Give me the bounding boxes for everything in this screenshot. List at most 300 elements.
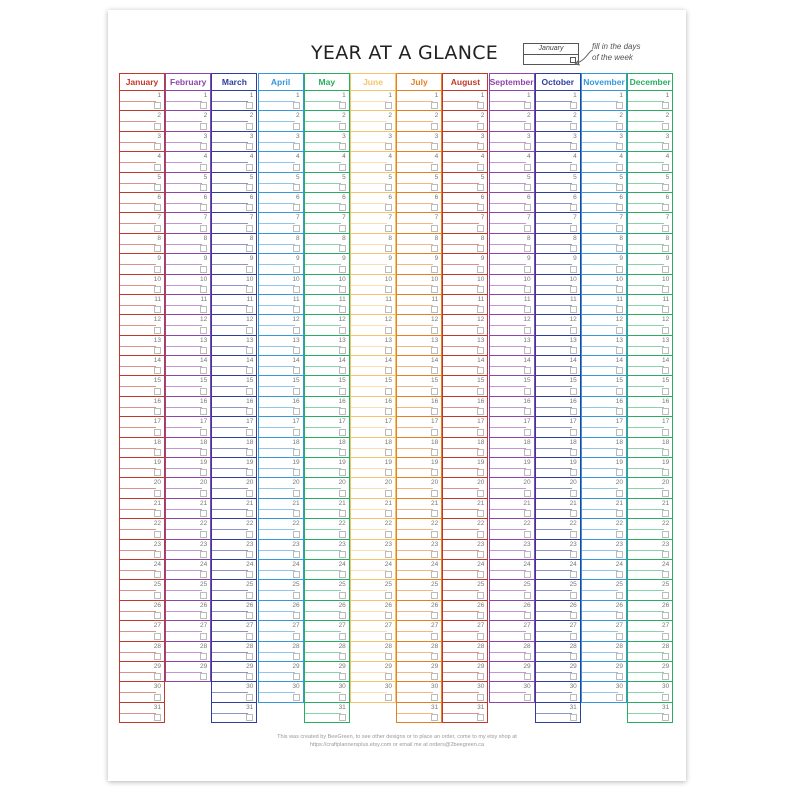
day-cell[interactable] bbox=[166, 131, 210, 151]
day-cell[interactable] bbox=[212, 702, 256, 722]
day-cell[interactable] bbox=[397, 600, 441, 620]
weekday-checkbox[interactable] bbox=[662, 633, 669, 640]
day-cell[interactable] bbox=[166, 355, 210, 375]
day-cell[interactable] bbox=[490, 192, 534, 212]
day-cell[interactable] bbox=[490, 355, 534, 375]
weekday-checkbox[interactable] bbox=[431, 633, 438, 640]
day-cell[interactable] bbox=[212, 131, 256, 151]
day-cell[interactable] bbox=[628, 314, 672, 334]
day-cell[interactable] bbox=[582, 314, 626, 334]
day-cell[interactable] bbox=[351, 233, 395, 253]
weekday-checkbox[interactable] bbox=[477, 306, 484, 313]
weekday-checkbox[interactable] bbox=[524, 449, 531, 456]
weekday-checkbox[interactable] bbox=[385, 266, 392, 273]
weekday-checkbox[interactable] bbox=[524, 143, 531, 150]
weekday-checkbox[interactable] bbox=[524, 612, 531, 619]
day-cell[interactable] bbox=[305, 90, 349, 110]
day-cell[interactable] bbox=[490, 335, 534, 355]
weekday-checkbox[interactable] bbox=[570, 327, 577, 334]
day-cell[interactable] bbox=[212, 253, 256, 273]
weekday-checkbox[interactable] bbox=[339, 449, 346, 456]
day-cell[interactable] bbox=[536, 477, 580, 497]
weekday-checkbox[interactable] bbox=[339, 694, 346, 701]
day-cell[interactable] bbox=[582, 559, 626, 579]
day-cell[interactable] bbox=[259, 396, 303, 416]
day-cell[interactable] bbox=[212, 90, 256, 110]
day-cell[interactable] bbox=[397, 416, 441, 436]
weekday-checkbox[interactable] bbox=[431, 490, 438, 497]
weekday-checkbox[interactable] bbox=[616, 592, 623, 599]
day-cell[interactable] bbox=[536, 559, 580, 579]
weekday-checkbox[interactable] bbox=[570, 449, 577, 456]
weekday-checkbox[interactable] bbox=[200, 388, 207, 395]
day-cell[interactable] bbox=[582, 375, 626, 395]
weekday-checkbox[interactable] bbox=[477, 510, 484, 517]
weekday-checkbox[interactable] bbox=[662, 571, 669, 578]
weekday-checkbox[interactable] bbox=[246, 673, 253, 680]
weekday-checkbox[interactable] bbox=[524, 469, 531, 476]
weekday-checkbox[interactable] bbox=[431, 347, 438, 354]
day-cell[interactable] bbox=[443, 314, 487, 334]
weekday-checkbox[interactable] bbox=[385, 469, 392, 476]
weekday-checkbox[interactable] bbox=[246, 164, 253, 171]
weekday-checkbox[interactable] bbox=[616, 612, 623, 619]
weekday-checkbox[interactable] bbox=[339, 143, 346, 150]
weekday-checkbox[interactable] bbox=[385, 164, 392, 171]
day-cell[interactable] bbox=[120, 131, 164, 151]
day-cell[interactable] bbox=[628, 172, 672, 192]
day-cell[interactable] bbox=[351, 294, 395, 314]
weekday-checkbox[interactable] bbox=[570, 429, 577, 436]
day-cell[interactable] bbox=[536, 212, 580, 232]
weekday-checkbox[interactable] bbox=[431, 327, 438, 334]
day-cell[interactable] bbox=[536, 192, 580, 212]
day-cell[interactable] bbox=[628, 539, 672, 559]
day-cell[interactable] bbox=[490, 90, 534, 110]
day-cell[interactable] bbox=[397, 661, 441, 681]
weekday-checkbox[interactable] bbox=[339, 123, 346, 130]
weekday-checkbox[interactable] bbox=[431, 306, 438, 313]
day-cell[interactable] bbox=[536, 498, 580, 518]
weekday-checkbox[interactable] bbox=[293, 490, 300, 497]
weekday-checkbox[interactable] bbox=[524, 123, 531, 130]
weekday-checkbox[interactable] bbox=[662, 204, 669, 211]
weekday-checkbox[interactable] bbox=[339, 612, 346, 619]
weekday-checkbox[interactable] bbox=[246, 469, 253, 476]
day-cell[interactable] bbox=[536, 355, 580, 375]
day-cell[interactable] bbox=[443, 375, 487, 395]
day-cell[interactable] bbox=[443, 151, 487, 171]
day-cell[interactable] bbox=[582, 600, 626, 620]
day-cell[interactable] bbox=[212, 192, 256, 212]
weekday-checkbox[interactable] bbox=[385, 429, 392, 436]
weekday-checkbox[interactable] bbox=[339, 551, 346, 558]
weekday-checkbox[interactable] bbox=[154, 490, 161, 497]
weekday-checkbox[interactable] bbox=[662, 367, 669, 374]
day-cell[interactable] bbox=[443, 172, 487, 192]
weekday-checkbox[interactable] bbox=[154, 510, 161, 517]
weekday-checkbox[interactable] bbox=[246, 633, 253, 640]
day-cell[interactable] bbox=[351, 416, 395, 436]
weekday-checkbox[interactable] bbox=[431, 388, 438, 395]
day-cell[interactable] bbox=[628, 212, 672, 232]
day-cell[interactable] bbox=[628, 396, 672, 416]
day-cell[interactable] bbox=[397, 518, 441, 538]
day-cell[interactable] bbox=[259, 681, 303, 701]
weekday-checkbox[interactable] bbox=[293, 143, 300, 150]
weekday-checkbox[interactable] bbox=[246, 510, 253, 517]
weekday-checkbox[interactable] bbox=[154, 694, 161, 701]
weekday-checkbox[interactable] bbox=[154, 286, 161, 293]
weekday-checkbox[interactable] bbox=[293, 306, 300, 313]
day-cell[interactable] bbox=[351, 212, 395, 232]
day-cell[interactable] bbox=[259, 641, 303, 661]
day-cell[interactable] bbox=[212, 355, 256, 375]
weekday-checkbox[interactable] bbox=[154, 531, 161, 538]
weekday-checkbox[interactable] bbox=[431, 551, 438, 558]
day-cell[interactable] bbox=[120, 355, 164, 375]
day-cell[interactable] bbox=[166, 539, 210, 559]
day-cell[interactable] bbox=[582, 172, 626, 192]
weekday-checkbox[interactable] bbox=[246, 653, 253, 660]
day-cell[interactable] bbox=[536, 620, 580, 640]
day-cell[interactable] bbox=[351, 498, 395, 518]
weekday-checkbox[interactable] bbox=[293, 612, 300, 619]
weekday-checkbox[interactable] bbox=[385, 551, 392, 558]
day-cell[interactable] bbox=[443, 457, 487, 477]
weekday-checkbox[interactable] bbox=[616, 490, 623, 497]
weekday-checkbox[interactable] bbox=[662, 592, 669, 599]
weekday-checkbox[interactable] bbox=[431, 531, 438, 538]
weekday-checkbox[interactable] bbox=[200, 286, 207, 293]
weekday-checkbox[interactable] bbox=[524, 164, 531, 171]
day-cell[interactable] bbox=[443, 518, 487, 538]
weekday-checkbox[interactable] bbox=[293, 551, 300, 558]
weekday-checkbox[interactable] bbox=[154, 225, 161, 232]
weekday-checkbox[interactable] bbox=[524, 531, 531, 538]
weekday-checkbox[interactable] bbox=[524, 653, 531, 660]
weekday-checkbox[interactable] bbox=[293, 633, 300, 640]
weekday-checkbox[interactable] bbox=[154, 388, 161, 395]
day-cell[interactable] bbox=[628, 192, 672, 212]
weekday-checkbox[interactable] bbox=[524, 551, 531, 558]
day-cell[interactable] bbox=[443, 477, 487, 497]
weekday-checkbox[interactable] bbox=[662, 714, 669, 721]
day-cell[interactable] bbox=[536, 437, 580, 457]
day-cell[interactable] bbox=[628, 416, 672, 436]
weekday-checkbox[interactable] bbox=[570, 510, 577, 517]
day-cell[interactable] bbox=[582, 416, 626, 436]
day-cell[interactable] bbox=[443, 498, 487, 518]
weekday-checkbox[interactable] bbox=[431, 714, 438, 721]
weekday-checkbox[interactable] bbox=[246, 225, 253, 232]
weekday-checkbox[interactable] bbox=[662, 286, 669, 293]
day-cell[interactable] bbox=[351, 314, 395, 334]
day-cell[interactable] bbox=[259, 539, 303, 559]
day-cell[interactable] bbox=[305, 396, 349, 416]
day-cell[interactable] bbox=[443, 539, 487, 559]
weekday-checkbox[interactable] bbox=[246, 592, 253, 599]
day-cell[interactable] bbox=[259, 294, 303, 314]
weekday-checkbox[interactable] bbox=[662, 531, 669, 538]
weekday-checkbox[interactable] bbox=[385, 408, 392, 415]
weekday-checkbox[interactable] bbox=[154, 449, 161, 456]
day-cell[interactable] bbox=[166, 437, 210, 457]
day-cell[interactable] bbox=[490, 437, 534, 457]
weekday-checkbox[interactable] bbox=[616, 653, 623, 660]
day-cell[interactable] bbox=[397, 579, 441, 599]
weekday-checkbox[interactable] bbox=[339, 327, 346, 334]
weekday-checkbox[interactable] bbox=[200, 184, 207, 191]
weekday-checkbox[interactable] bbox=[431, 592, 438, 599]
weekday-checkbox[interactable] bbox=[616, 429, 623, 436]
weekday-checkbox[interactable] bbox=[339, 714, 346, 721]
day-cell[interactable] bbox=[536, 600, 580, 620]
weekday-checkbox[interactable] bbox=[662, 347, 669, 354]
weekday-checkbox[interactable] bbox=[662, 408, 669, 415]
day-cell[interactable] bbox=[305, 233, 349, 253]
weekday-checkbox[interactable] bbox=[662, 673, 669, 680]
day-cell[interactable] bbox=[166, 661, 210, 681]
day-cell[interactable] bbox=[120, 375, 164, 395]
day-cell[interactable] bbox=[628, 90, 672, 110]
day-cell[interactable] bbox=[628, 559, 672, 579]
weekday-checkbox[interactable] bbox=[200, 551, 207, 558]
day-cell[interactable] bbox=[582, 335, 626, 355]
weekday-checkbox[interactable] bbox=[431, 123, 438, 130]
day-cell[interactable] bbox=[582, 90, 626, 110]
weekday-checkbox[interactable] bbox=[477, 408, 484, 415]
day-cell[interactable] bbox=[582, 396, 626, 416]
day-cell[interactable] bbox=[628, 600, 672, 620]
day-cell[interactable] bbox=[397, 702, 441, 722]
day-cell[interactable] bbox=[166, 518, 210, 538]
day-cell[interactable] bbox=[582, 579, 626, 599]
day-cell[interactable] bbox=[490, 457, 534, 477]
weekday-checkbox[interactable] bbox=[477, 551, 484, 558]
weekday-checkbox[interactable] bbox=[385, 571, 392, 578]
day-cell[interactable] bbox=[351, 539, 395, 559]
weekday-checkbox[interactable] bbox=[339, 245, 346, 252]
day-cell[interactable] bbox=[120, 641, 164, 661]
weekday-checkbox[interactable] bbox=[339, 102, 346, 109]
weekday-checkbox[interactable] bbox=[293, 592, 300, 599]
day-cell[interactable] bbox=[259, 314, 303, 334]
weekday-checkbox[interactable] bbox=[200, 143, 207, 150]
day-cell[interactable] bbox=[305, 457, 349, 477]
weekday-checkbox[interactable] bbox=[662, 653, 669, 660]
day-cell[interactable] bbox=[166, 192, 210, 212]
day-cell[interactable] bbox=[490, 416, 534, 436]
weekday-checkbox[interactable] bbox=[524, 266, 531, 273]
weekday-checkbox[interactable] bbox=[524, 571, 531, 578]
weekday-checkbox[interactable] bbox=[662, 306, 669, 313]
day-cell[interactable] bbox=[166, 559, 210, 579]
day-cell[interactable] bbox=[582, 192, 626, 212]
weekday-checkbox[interactable] bbox=[200, 571, 207, 578]
weekday-checkbox[interactable] bbox=[616, 143, 623, 150]
day-cell[interactable] bbox=[628, 233, 672, 253]
day-cell[interactable] bbox=[259, 457, 303, 477]
day-cell[interactable] bbox=[259, 274, 303, 294]
day-cell[interactable] bbox=[397, 131, 441, 151]
weekday-checkbox[interactable] bbox=[339, 388, 346, 395]
weekday-checkbox[interactable] bbox=[616, 266, 623, 273]
weekday-checkbox[interactable] bbox=[431, 694, 438, 701]
weekday-checkbox[interactable] bbox=[616, 306, 623, 313]
weekday-checkbox[interactable] bbox=[154, 714, 161, 721]
day-cell[interactable] bbox=[166, 212, 210, 232]
day-cell[interactable] bbox=[536, 110, 580, 130]
weekday-checkbox[interactable] bbox=[200, 490, 207, 497]
weekday-checkbox[interactable] bbox=[246, 612, 253, 619]
weekday-checkbox[interactable] bbox=[293, 164, 300, 171]
day-cell[interactable] bbox=[443, 661, 487, 681]
day-cell[interactable] bbox=[305, 661, 349, 681]
weekday-checkbox[interactable] bbox=[339, 653, 346, 660]
weekday-checkbox[interactable] bbox=[431, 429, 438, 436]
day-cell[interactable] bbox=[351, 559, 395, 579]
day-cell[interactable] bbox=[443, 110, 487, 130]
day-cell[interactable] bbox=[305, 110, 349, 130]
day-cell[interactable] bbox=[351, 253, 395, 273]
day-cell[interactable] bbox=[120, 335, 164, 355]
day-cell[interactable] bbox=[120, 681, 164, 701]
day-cell[interactable] bbox=[628, 131, 672, 151]
weekday-checkbox[interactable] bbox=[431, 225, 438, 232]
day-cell[interactable] bbox=[351, 131, 395, 151]
weekday-checkbox[interactable] bbox=[524, 490, 531, 497]
day-cell[interactable] bbox=[351, 375, 395, 395]
weekday-checkbox[interactable] bbox=[570, 571, 577, 578]
weekday-checkbox[interactable] bbox=[431, 673, 438, 680]
day-cell[interactable] bbox=[305, 192, 349, 212]
day-cell[interactable] bbox=[120, 172, 164, 192]
day-cell[interactable] bbox=[443, 559, 487, 579]
day-cell[interactable] bbox=[490, 253, 534, 273]
day-cell[interactable] bbox=[397, 457, 441, 477]
weekday-checkbox[interactable] bbox=[570, 367, 577, 374]
weekday-checkbox[interactable] bbox=[339, 225, 346, 232]
day-cell[interactable] bbox=[628, 681, 672, 701]
day-cell[interactable] bbox=[536, 457, 580, 477]
weekday-checkbox[interactable] bbox=[293, 673, 300, 680]
weekday-checkbox[interactable] bbox=[200, 510, 207, 517]
day-cell[interactable] bbox=[305, 375, 349, 395]
weekday-checkbox[interactable] bbox=[293, 653, 300, 660]
day-cell[interactable] bbox=[259, 172, 303, 192]
weekday-checkbox[interactable] bbox=[524, 673, 531, 680]
day-cell[interactable] bbox=[397, 253, 441, 273]
weekday-checkbox[interactable] bbox=[524, 286, 531, 293]
day-cell[interactable] bbox=[582, 641, 626, 661]
weekday-checkbox[interactable] bbox=[477, 673, 484, 680]
weekday-checkbox[interactable] bbox=[431, 408, 438, 415]
day-cell[interactable] bbox=[259, 212, 303, 232]
day-cell[interactable] bbox=[166, 294, 210, 314]
day-cell[interactable] bbox=[536, 681, 580, 701]
weekday-checkbox[interactable] bbox=[293, 184, 300, 191]
weekday-checkbox[interactable] bbox=[385, 204, 392, 211]
weekday-checkbox[interactable] bbox=[431, 143, 438, 150]
day-cell[interactable] bbox=[351, 600, 395, 620]
day-cell[interactable] bbox=[212, 600, 256, 620]
weekday-checkbox[interactable] bbox=[200, 245, 207, 252]
day-cell[interactable] bbox=[490, 375, 534, 395]
day-cell[interactable] bbox=[259, 131, 303, 151]
day-cell[interactable] bbox=[259, 416, 303, 436]
weekday-checkbox[interactable] bbox=[154, 266, 161, 273]
weekday-checkbox[interactable] bbox=[154, 653, 161, 660]
weekday-checkbox[interactable] bbox=[385, 306, 392, 313]
weekday-checkbox[interactable] bbox=[246, 714, 253, 721]
day-cell[interactable] bbox=[582, 457, 626, 477]
weekday-checkbox[interactable] bbox=[339, 531, 346, 538]
day-cell[interactable] bbox=[120, 274, 164, 294]
day-cell[interactable] bbox=[212, 477, 256, 497]
weekday-checkbox[interactable] bbox=[524, 694, 531, 701]
weekday-checkbox[interactable] bbox=[570, 490, 577, 497]
day-cell[interactable] bbox=[582, 437, 626, 457]
weekday-checkbox[interactable] bbox=[570, 143, 577, 150]
day-cell[interactable] bbox=[536, 416, 580, 436]
weekday-checkbox[interactable] bbox=[477, 449, 484, 456]
day-cell[interactable] bbox=[397, 641, 441, 661]
weekday-checkbox[interactable] bbox=[200, 306, 207, 313]
weekday-checkbox[interactable] bbox=[616, 204, 623, 211]
weekday-checkbox[interactable] bbox=[154, 592, 161, 599]
day-cell[interactable] bbox=[351, 335, 395, 355]
day-cell[interactable] bbox=[212, 110, 256, 130]
weekday-checkbox[interactable] bbox=[524, 592, 531, 599]
weekday-checkbox[interactable] bbox=[385, 531, 392, 538]
day-cell[interactable] bbox=[582, 212, 626, 232]
day-cell[interactable] bbox=[305, 416, 349, 436]
weekday-checkbox[interactable] bbox=[477, 225, 484, 232]
day-cell[interactable] bbox=[628, 335, 672, 355]
weekday-checkbox[interactable] bbox=[154, 469, 161, 476]
day-cell[interactable] bbox=[536, 131, 580, 151]
day-cell[interactable] bbox=[259, 233, 303, 253]
weekday-checkbox[interactable] bbox=[431, 184, 438, 191]
day-cell[interactable] bbox=[536, 702, 580, 722]
day-cell[interactable] bbox=[443, 294, 487, 314]
day-cell[interactable] bbox=[443, 90, 487, 110]
day-cell[interactable] bbox=[259, 437, 303, 457]
day-cell[interactable] bbox=[397, 192, 441, 212]
weekday-checkbox[interactable] bbox=[246, 571, 253, 578]
weekday-checkbox[interactable] bbox=[385, 225, 392, 232]
weekday-checkbox[interactable] bbox=[616, 123, 623, 130]
day-cell[interactable] bbox=[536, 172, 580, 192]
weekday-checkbox[interactable] bbox=[431, 245, 438, 252]
weekday-checkbox[interactable] bbox=[570, 653, 577, 660]
weekday-checkbox[interactable] bbox=[293, 388, 300, 395]
day-cell[interactable] bbox=[212, 579, 256, 599]
day-cell[interactable] bbox=[212, 681, 256, 701]
weekday-checkbox[interactable] bbox=[431, 449, 438, 456]
weekday-checkbox[interactable] bbox=[524, 204, 531, 211]
weekday-checkbox[interactable] bbox=[524, 347, 531, 354]
day-cell[interactable] bbox=[582, 661, 626, 681]
weekday-checkbox[interactable] bbox=[200, 633, 207, 640]
weekday-checkbox[interactable] bbox=[616, 164, 623, 171]
day-cell[interactable] bbox=[536, 641, 580, 661]
day-cell[interactable] bbox=[259, 90, 303, 110]
day-cell[interactable] bbox=[536, 151, 580, 171]
weekday-checkbox[interactable] bbox=[662, 143, 669, 150]
weekday-checkbox[interactable] bbox=[293, 367, 300, 374]
